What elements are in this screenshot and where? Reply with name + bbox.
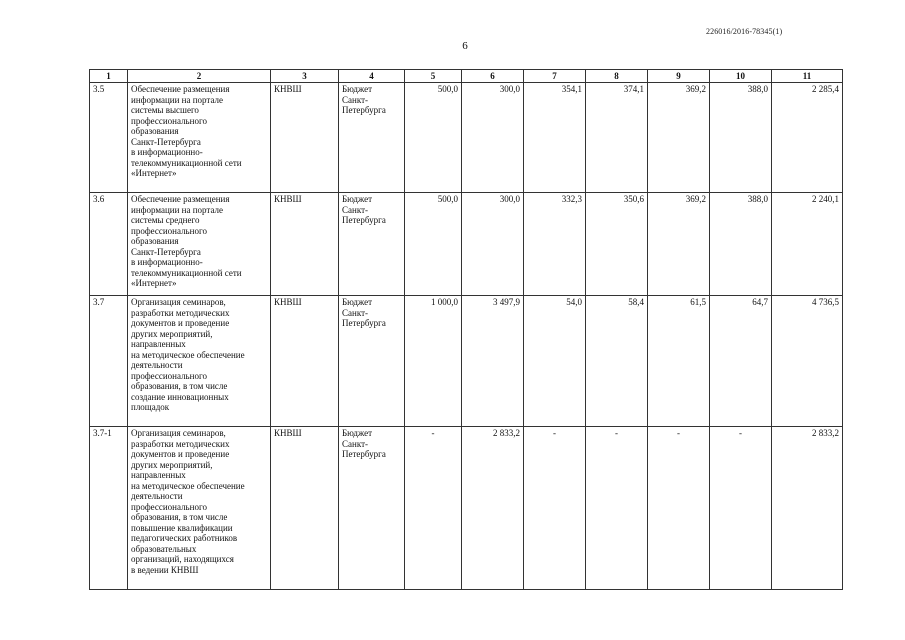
table-row [90, 296, 843, 427]
total-cell: 2 240,1 [772, 193, 843, 296]
item-description [128, 83, 271, 193]
funding-source [339, 296, 405, 427]
description-line: педагогических работников [131, 533, 238, 543]
description-line: в информационно- [131, 147, 203, 157]
description-line: деятельности [131, 491, 183, 501]
value-cell: 374,1 [586, 83, 648, 193]
description-line: телекоммуникационной сети [131, 267, 242, 278]
column-header: 9 [648, 70, 710, 83]
budget-table [89, 69, 843, 590]
item-number: 3.5 [90, 83, 128, 193]
value-cell: 300,0 [462, 83, 524, 193]
column-header: 2 [128, 70, 271, 83]
value-cell: - [710, 427, 772, 590]
source-line: Бюджет [342, 428, 373, 438]
item-description [128, 296, 271, 427]
column-header: 4 [339, 70, 405, 83]
document-number: 226016/2016-78345(1) [706, 27, 783, 36]
executor: КНВШ [271, 193, 339, 296]
column-header: 1 [90, 70, 128, 83]
value-cell: - [648, 427, 710, 590]
description-line: в информационно- [131, 257, 203, 267]
column-header: 3 [271, 70, 339, 83]
description-line: системы высшего [131, 105, 199, 115]
source-line: Санкт- [342, 94, 368, 105]
description-line: профессионального [131, 501, 207, 512]
value-cell: 350,6 [586, 193, 648, 296]
column-header: 10 [710, 70, 772, 83]
description-line: организаций, находящихся [131, 554, 234, 564]
description-line: образования, в том числе [131, 381, 228, 391]
source-line: Петербурга [342, 105, 386, 115]
column-header: 8 [586, 70, 648, 83]
description-line: создание инновационных [131, 391, 229, 402]
description-line: Обеспечение размещения [131, 194, 230, 204]
description-line: профессионального [131, 225, 207, 236]
description-line: на методическое обеспечение [131, 349, 245, 360]
description-line: на методическое обеспечение [131, 480, 245, 491]
description-line: других мероприятий, [131, 328, 213, 339]
description-line: деятельности [131, 360, 183, 370]
description-line: образования [131, 236, 179, 246]
table-row [90, 83, 843, 193]
description-line: направленных [131, 470, 186, 480]
description-line: разработки методических [131, 307, 230, 318]
total-cell: 2 833,2 [772, 427, 843, 590]
table-row [90, 193, 843, 296]
item-number: 3.7-1 [90, 427, 128, 590]
funding-source [339, 83, 405, 193]
source-line: Санкт- [342, 204, 368, 215]
column-header: 7 [524, 70, 586, 83]
description-line: других мероприятий, [131, 459, 213, 470]
item-description [128, 193, 271, 296]
value-cell: 388,0 [710, 193, 772, 296]
source-line: Санкт- [342, 438, 368, 449]
executor: КНВШ [271, 83, 339, 193]
source-line: Петербурга [342, 215, 386, 225]
total-cell: 4 736,5 [772, 296, 843, 427]
source-line: Бюджет [342, 194, 373, 204]
value-cell: 369,2 [648, 193, 710, 296]
value-cell: - [405, 427, 462, 590]
table-row [90, 427, 843, 590]
value-cell: 369,2 [648, 83, 710, 193]
executor: КНВШ [271, 296, 339, 427]
description-line: документов и проведение [131, 449, 230, 459]
value-cell: 64,7 [710, 296, 772, 427]
description-line: образования [131, 126, 179, 136]
description-line: «Интернет» [131, 278, 177, 288]
description-line: площадок [131, 402, 170, 412]
value-cell: - [524, 427, 586, 590]
description-line: «Интернет» [131, 168, 177, 178]
description-line: документов и проведение [131, 318, 230, 328]
value-cell: 500,0 [405, 83, 462, 193]
description-line: Санкт-Петербурга [131, 136, 201, 147]
description-line: образования, в том числе [131, 512, 228, 522]
description-line: Организация семинаров, [131, 428, 226, 438]
description-line: разработки методических [131, 438, 230, 449]
value-cell: 388,0 [710, 83, 772, 193]
source-line: Бюджет [342, 84, 373, 94]
column-header: 5 [405, 70, 462, 83]
description-line: Санкт-Петербурга [131, 246, 201, 257]
description-line: профессионального [131, 115, 207, 126]
description-line: системы среднего [131, 215, 200, 225]
description-line: телекоммуникационной сети [131, 157, 242, 168]
value-cell: 1 000,0 [405, 296, 462, 427]
item-description [128, 427, 271, 590]
column-header: 6 [462, 70, 524, 83]
description-line: информации на портале [131, 94, 224, 105]
executor: КНВШ [271, 427, 339, 590]
value-cell: - [586, 427, 648, 590]
value-cell: 61,5 [648, 296, 710, 427]
column-number-row [90, 70, 843, 83]
source-line: Петербурга [342, 318, 386, 328]
value-cell: 54,0 [524, 296, 586, 427]
description-line: повышение квалификации [131, 522, 233, 533]
page-number: 6 [462, 40, 468, 52]
source-line: Санкт- [342, 307, 368, 318]
value-cell: 332,3 [524, 193, 586, 296]
value-cell: 2 833,2 [462, 427, 524, 590]
description-line: в ведении КНВШ [131, 564, 199, 575]
value-cell: 300,0 [462, 193, 524, 296]
description-line: Обеспечение размещения [131, 84, 230, 94]
value-cell: 354,1 [524, 83, 586, 193]
description-line: информации на портале [131, 204, 224, 215]
source-line: Петербурга [342, 449, 386, 459]
description-line: образовательных [131, 543, 197, 554]
funding-source [339, 193, 405, 296]
item-number: 3.7 [90, 296, 128, 427]
funding-source [339, 427, 405, 590]
total-cell: 2 285,4 [772, 83, 843, 193]
description-line: Организация семинаров, [131, 297, 226, 307]
column-header: 11 [772, 70, 843, 83]
item-number: 3.6 [90, 193, 128, 296]
value-cell: 58,4 [586, 296, 648, 427]
description-line: профессионального [131, 370, 207, 381]
source-line: Бюджет [342, 297, 373, 307]
value-cell: 3 497,9 [462, 296, 524, 427]
description-line: направленных [131, 339, 186, 349]
value-cell: 500,0 [405, 193, 462, 296]
